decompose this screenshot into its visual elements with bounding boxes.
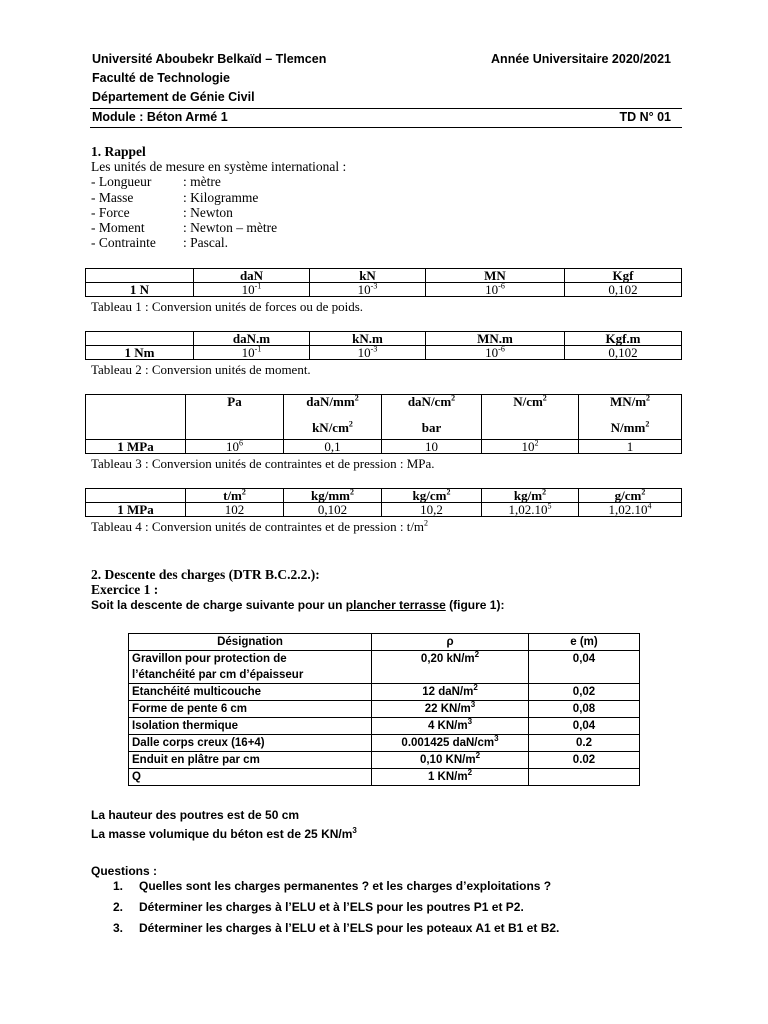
table-header-cell: Kgf.m bbox=[565, 332, 682, 346]
thickness-cell: 0.02 bbox=[529, 752, 640, 769]
table-cell: 0,1 bbox=[284, 440, 382, 454]
section-rappel-title: 1. Rappel bbox=[91, 144, 146, 159]
table-header-row bbox=[86, 489, 682, 503]
thickness-cell: 0,08 bbox=[529, 701, 640, 718]
table-cell: $10^{-3}$ bbox=[310, 346, 426, 360]
table-cell: 1,02.10$^4$ bbox=[579, 503, 682, 517]
unit-value: : mètre bbox=[183, 174, 221, 190]
table-caption-1: Tableau 1 : Conversion unités de forces ou de poids. bbox=[91, 299, 364, 314]
table-caption-3: Tableau 3 : Conversion unités de contraintes et de pression : MPa. bbox=[91, 456, 435, 471]
thickness-cell: 0,02 bbox=[529, 684, 640, 701]
table-row bbox=[86, 346, 682, 360]
table-corner-cell bbox=[86, 269, 194, 283]
table-cell: 0,102 bbox=[565, 283, 682, 297]
table-header-cell: kN bbox=[310, 269, 426, 283]
table-cell: $10^{-3}$ bbox=[310, 283, 426, 297]
table-header-cell: kN.m bbox=[310, 332, 426, 346]
rappel-intro: Les unités de mesure en système international : bbox=[91, 159, 347, 174]
table-header-cell: ρ bbox=[372, 634, 529, 651]
table-row bbox=[129, 735, 640, 752]
thickness-cell: 0,04 bbox=[529, 651, 640, 684]
table-header-cell: daN.m bbox=[194, 332, 310, 346]
department: Département de Génie Civil bbox=[92, 90, 255, 104]
designation-cell: Enduit en plâtre par cm bbox=[129, 752, 372, 769]
row-label: 1 N bbox=[86, 283, 194, 297]
designation-cell: Isolation thermique bbox=[129, 718, 372, 735]
academic-year: Année Universitaire 2020/2021 bbox=[491, 52, 671, 66]
table-force-conversion bbox=[85, 268, 682, 297]
concrete-density-note: La masse volumique du béton est de 25 $KN/m^3$ bbox=[91, 826, 357, 841]
unit-row bbox=[91, 174, 346, 189]
charges-table bbox=[128, 633, 640, 786]
density-cell: 12 daN/$m^2$ bbox=[372, 684, 529, 701]
question-item: 2. Déterminer les charges à l’ELU et à l’ELS pour les poutres P1 et P2. bbox=[113, 900, 524, 914]
designation-cell: Forme de pente 6 cm bbox=[129, 701, 372, 718]
table-header-cell: Désignation bbox=[129, 634, 372, 651]
unit-key: - Moment bbox=[91, 220, 145, 236]
table-cell: $10^2$ bbox=[482, 440, 579, 454]
table-cell: $10^{-6}$ bbox=[426, 283, 565, 297]
table-header-cell: $t/m^2$ bbox=[186, 489, 284, 503]
module-line bbox=[92, 110, 671, 124]
unit-value: : Kilogramme bbox=[183, 189, 259, 205]
section-descente-title: 2. Descente des charges (DTR B.C.2.2.): bbox=[91, 567, 320, 582]
table-row bbox=[129, 651, 640, 684]
designation-cell: Etanchéité multicouche bbox=[129, 684, 372, 701]
density-cell: 0,20 $kN/m^2$ bbox=[372, 651, 529, 684]
unit-row bbox=[91, 220, 346, 235]
unit-row bbox=[91, 235, 346, 250]
row-label: 1 MPa bbox=[86, 503, 186, 517]
table-header-cell: $kg/cm^2$ bbox=[382, 489, 482, 503]
table-row bbox=[86, 440, 682, 454]
module-name: Module : Béton Armé 1 bbox=[92, 110, 228, 124]
table-caption-2: Tableau 2 : Conversion unités de moment. bbox=[91, 362, 311, 377]
table-cell: 102 bbox=[186, 503, 284, 517]
table-header-cell: daN bbox=[194, 269, 310, 283]
table-header-cell: MN.m bbox=[426, 332, 565, 346]
table-header-cell: $kg/m^2$ bbox=[482, 489, 579, 503]
exercise-intro: Soit la descente de charge suivante pour un plancher terrasse (figure 1): bbox=[91, 598, 505, 612]
table-header-cell: Pa bbox=[186, 395, 284, 440]
table-caption-4: Tableau 4 : Conversion unités de contraintes et de pression : $t/m^2$ bbox=[91, 518, 429, 534]
table-cell: 1,02.10$^5$ bbox=[482, 503, 579, 517]
table-row bbox=[129, 684, 640, 701]
table-header-cell: $kg/mm^2$ bbox=[284, 489, 382, 503]
table-corner-cell bbox=[86, 395, 186, 440]
table-stress-conversion-tm2 bbox=[85, 488, 682, 517]
table-row bbox=[129, 752, 640, 769]
table-cell: $10^6$ bbox=[186, 440, 284, 454]
university-name: Université Aboubekr Belkaïd – Tlemcen bbox=[92, 52, 327, 66]
faculty: Faculté de Technologie bbox=[92, 71, 230, 85]
table-header-row bbox=[129, 634, 640, 651]
table-header-cell: $g/cm^2$ bbox=[579, 489, 682, 503]
table-cell: $10^{-6}$ bbox=[426, 346, 565, 360]
density-cell: 0.001425 daN/$cm^3$ bbox=[372, 735, 529, 752]
table-cell: 0,102 bbox=[565, 346, 682, 360]
table-header-cell: MN bbox=[426, 269, 565, 283]
table-row bbox=[129, 769, 640, 786]
table-stress-conversion-mpa bbox=[85, 394, 682, 454]
table-cell: 10 bbox=[382, 440, 482, 454]
table-header-row bbox=[86, 395, 682, 440]
unit-key: - Longueur bbox=[91, 174, 152, 190]
designation-cell: Q bbox=[129, 769, 372, 786]
unit-key: - Masse bbox=[91, 189, 134, 205]
density-cell: 0,10 $KN/m^2$ bbox=[372, 752, 529, 769]
header-rule-top bbox=[90, 108, 682, 109]
table-cell: 1 bbox=[579, 440, 682, 454]
table-header-cell: daN/$cm^2$ bar bbox=[382, 395, 482, 440]
table-header-cell: e (m) bbox=[529, 634, 640, 651]
exercise-title: Exercice 1 : bbox=[91, 582, 159, 597]
table-moment-conversion bbox=[85, 331, 682, 360]
beam-height-note: La hauteur des poutres est de 50 cm bbox=[91, 808, 300, 822]
density-cell: 1 $KN/m^2$ bbox=[372, 769, 529, 786]
header-rule-bottom bbox=[90, 127, 682, 128]
table-header-cell: $N/cm^2$ bbox=[482, 395, 579, 440]
table-row bbox=[129, 718, 640, 735]
designation-cell: Gravillon pour protection de l’étanchéité par cm d’épaisseur bbox=[129, 651, 372, 684]
thickness-cell: 0.2 bbox=[529, 735, 640, 752]
unit-key: - Contrainte bbox=[91, 235, 156, 251]
unit-value: : Newton – mètre bbox=[183, 220, 278, 236]
row-label: 1 MPa bbox=[86, 440, 186, 454]
row-label: 1 Nm bbox=[86, 346, 194, 360]
thickness-cell: 0,04 bbox=[529, 718, 640, 735]
questions-list bbox=[113, 879, 559, 942]
density-cell: 4 $KN/m^3$ bbox=[372, 718, 529, 735]
question-item: 3. Déterminer les charges à l’ELU et à l’ELS pour les poteaux A1 et B1 et B2. bbox=[113, 921, 560, 935]
table-header-row bbox=[86, 332, 682, 346]
underlined-term: plancher terrasse bbox=[345, 598, 446, 612]
unit-key: - Force bbox=[91, 204, 130, 220]
td-number: TD N° 01 bbox=[619, 110, 671, 124]
questions-title: Questions : bbox=[91, 864, 158, 878]
table-cell: $10^{-1}$ bbox=[194, 283, 310, 297]
unit-value: : Newton bbox=[183, 204, 233, 220]
table-corner-cell bbox=[86, 332, 194, 346]
unit-row bbox=[91, 205, 346, 220]
density-cell: 22 $KN/m^3$ bbox=[372, 701, 529, 718]
table-row bbox=[86, 503, 682, 517]
table-row bbox=[86, 283, 682, 297]
table-header-cell: $MN/m^2$ $N/mm^2$ bbox=[579, 395, 682, 440]
unit-value: : Pascal. bbox=[183, 235, 228, 251]
table-header-cell: Kgf bbox=[565, 269, 682, 283]
table-row bbox=[129, 701, 640, 718]
designation-cell: Dalle corps creux (16+4) bbox=[129, 735, 372, 752]
table-cell: $10^{-1}$ bbox=[194, 346, 310, 360]
table-header-cell: daN/$mm^2$ $kN/cm^2$ bbox=[284, 395, 382, 440]
unit-row bbox=[91, 190, 346, 205]
table-cell: 0,102 bbox=[284, 503, 382, 517]
table-cell: 10,2 bbox=[382, 503, 482, 517]
header-line-1 bbox=[92, 52, 671, 66]
table-corner-cell bbox=[86, 489, 186, 503]
rappel-body bbox=[91, 159, 346, 251]
question-item: 1. Quelles sont les charges permanentes ? et les charges d’exploitations ? bbox=[113, 879, 552, 893]
thickness-cell bbox=[529, 769, 640, 786]
table-header-row bbox=[86, 269, 682, 283]
